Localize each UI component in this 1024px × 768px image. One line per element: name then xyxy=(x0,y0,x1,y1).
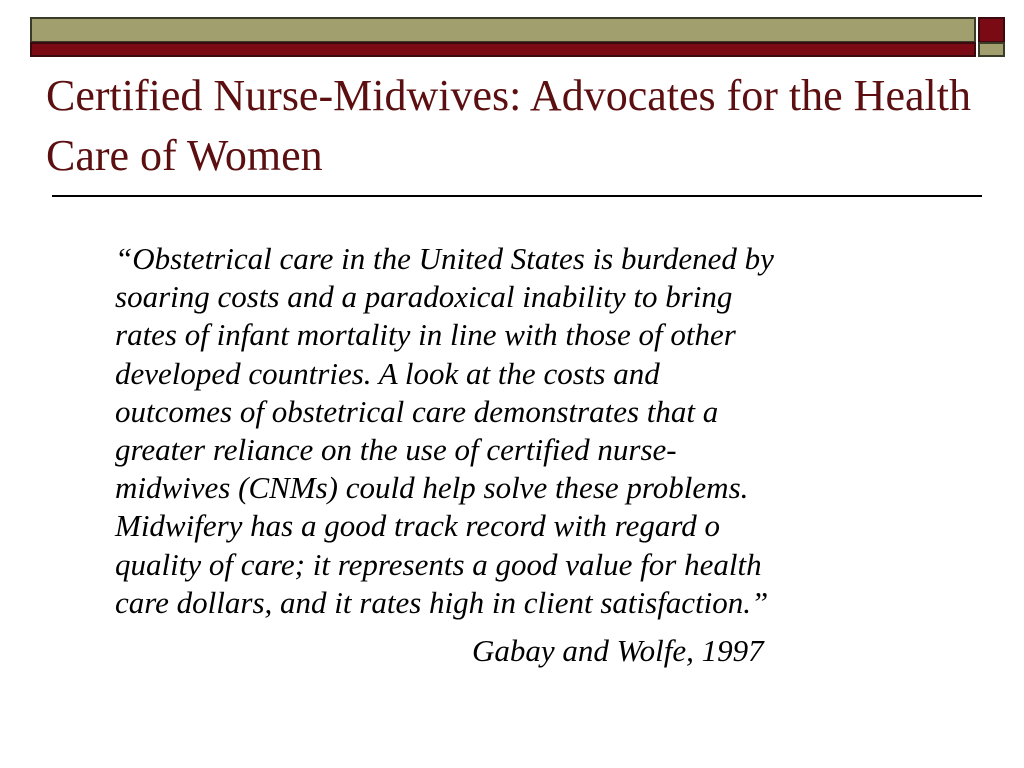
quote-citation: Gabay and Wolfe, 1997 xyxy=(472,633,764,668)
title-divider xyxy=(52,195,982,197)
quote-text: “Obstetrical care in the United States is burdened by soaring costs and a paradoxical inability to bring rates of infant mortality in line with those of other developed countries. A look at the costs and outcomes of obstetrical care demonstrates that a greater reliance on the use of certified nurse- midwives (CNMs) could help solve these problems. Midwifery has a good track record with regard o quality of care; it represents a good value for health care dollars, and it rates high in client satisfaction.” xyxy=(115,241,774,620)
header-bar-maroon xyxy=(30,42,976,57)
slide-title: Certified Nurse-Midwives: Advocates for the Health Care of Women xyxy=(46,71,971,180)
corner-square-maroon xyxy=(978,17,1005,43)
corner-square-olive xyxy=(978,42,1005,57)
header-bar-olive xyxy=(30,17,976,43)
